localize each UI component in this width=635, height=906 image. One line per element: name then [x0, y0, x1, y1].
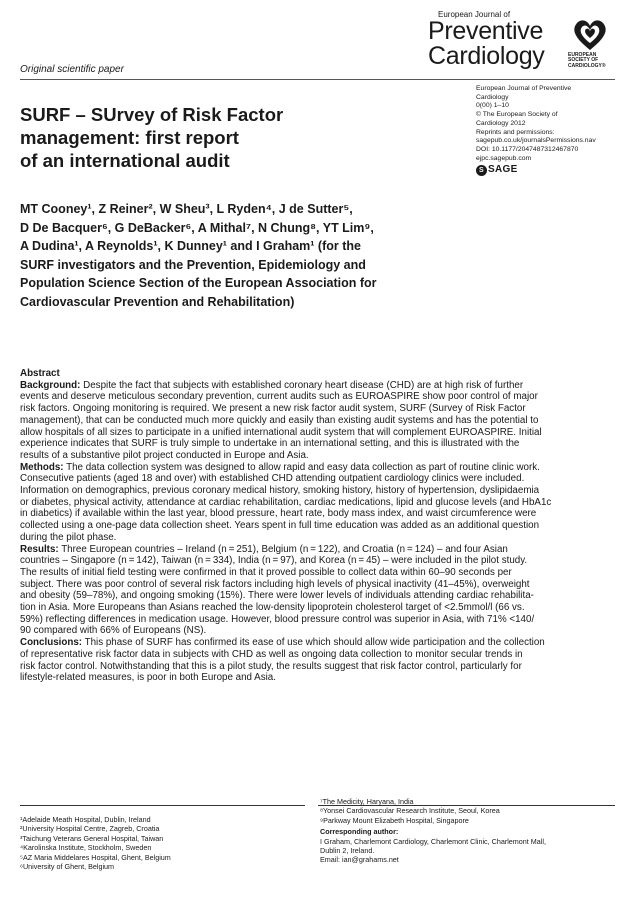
- abstract-text: results of a substantive pilot project conducted in Europe and Asia.: [20, 449, 309, 461]
- sage-logo: S SAGE: [476, 165, 621, 176]
- header-rule: [20, 79, 615, 80]
- affiliation: ⁷The Medicity, Haryana, India: [320, 797, 414, 806]
- journal-name-small: European Journal of: [438, 10, 511, 19]
- esc-logo: [568, 18, 614, 69]
- abstract-text: risk factors. Ongoing monitoring is required. We present a new risk factor audit system, SURF (Survey of Risk Factor: [20, 403, 526, 415]
- abstract-line: [20, 532, 615, 544]
- abstract-line: [20, 602, 615, 614]
- affiliations-left: [20, 815, 310, 871]
- abstract-line: [20, 649, 615, 661]
- meta-line: Reprints and permissions:: [476, 128, 555, 136]
- abstract-text: This phase of SURF has confirmed its ease of use which should allow wide participation and the collection: [82, 637, 545, 649]
- abstract-line: [20, 520, 615, 532]
- author-list: MT Cooney¹, Z Reiner², W Sheu³, L Ryden⁴, J de Sutter⁵, D De Bacquer⁶, G DeBacker⁶, A Mithal⁷, N Chung⁸, YT Lim⁹, A Dudina¹, A Reynolds¹, K Dunney¹ and I Graham¹ (for the SURF investigators and the Prevention, Epidemiology and Population Science Section of the European Association for Cardiovascular Prevention and Rehabilitation): [20, 202, 377, 309]
- abstract-line: [20, 637, 615, 649]
- abstract-text: of representative risk factor data in subjects with CHD as well as ongoing data collection to monitor secular trends in: [20, 648, 523, 660]
- abstract: [20, 368, 615, 684]
- abstract-text: and obesity (59–78%), and ongoing smoking (15%). There were lower levels of individuals attending cardiac rehabilita-: [20, 590, 534, 602]
- abstract-line: [20, 579, 615, 591]
- abstract-line: [20, 672, 615, 684]
- heart-icon: [571, 18, 609, 52]
- abstract-line: [20, 555, 615, 567]
- abstract-text: lifestyle-related measures, is poor in both Europe and Asia.: [20, 672, 276, 684]
- abstract-body: [20, 380, 615, 684]
- journal-name-line2: Cardiology: [428, 42, 545, 70]
- journal-masthead: [420, 10, 620, 82]
- article-type: Original scientific paper: [20, 64, 124, 75]
- corresponding-author-label: Corresponding author:: [320, 827, 399, 837]
- abstract-section-label: Background:: [20, 379, 81, 391]
- corresponding-author-address: Dublin 2, Ireland.: [320, 846, 375, 856]
- abstract-section-label: Results:: [20, 543, 59, 555]
- meta-doi[interactable]: DOI: 10.1177/2047487312467870: [476, 145, 579, 153]
- meta-line: © The European Society of: [476, 111, 558, 119]
- abstract-section-label: Conclusions:: [20, 637, 83, 649]
- affiliation: ⁶University of Ghent, Belgium: [20, 862, 115, 872]
- affiliation: ³Taichung Veterans General Hospital, Taiwan: [20, 833, 164, 843]
- abstract-line: [20, 485, 615, 497]
- affiliation: ⁹Parkway Mount Elizabeth Hospital, Singapore: [320, 815, 469, 825]
- abstract-line: [20, 403, 615, 415]
- abstract-line: [20, 473, 615, 485]
- abstract-text: Information on demographics, previous coronary medical history, smoking history, history of hypertension, dyslipidaemia: [20, 485, 540, 497]
- abstract-text: management), that can be conducted much more quickly and easily than existing audit systems and has the potential to: [20, 414, 539, 426]
- abstract-line: [20, 497, 615, 509]
- meta-line: Cardiology: [476, 93, 509, 101]
- abstract-line: [20, 508, 615, 520]
- abstract-text: subject. There was poor control of several risk factors including high levels of physical inactivity (41–45%), overweight: [20, 578, 530, 590]
- abstract-line: [20, 391, 615, 403]
- meta-line: Cardiology 2012: [476, 119, 526, 127]
- affiliation: ⁸Yonsei Cardiovascular Research Institute, Seoul, Korea: [320, 806, 500, 816]
- abstract-text: events and deserve meticulous secondary prevention, current audits such as EUROASPIRE show poor control of major: [20, 391, 538, 403]
- abstract-line: [20, 661, 615, 673]
- abstract-line: [20, 427, 615, 439]
- abstract-text: in diabetics) if available within the last year, blood pressure, heart rate, body mass index, and waist circumference were: [20, 508, 537, 520]
- sage-icon: S: [476, 165, 487, 176]
- abstract-text: countries – Singapore (n = 142), Taiwan (n = 334), India (n = 97), and Korea (n = 45) – were included in the pilot study.: [20, 555, 528, 567]
- abstract-line: [20, 415, 615, 427]
- abstract-text: experience indicates that SURF is truly simple to undertake in an international setting, and this is illustrated with the: [20, 438, 520, 450]
- abstract-line: [20, 590, 615, 602]
- affiliation: ⁵AZ Maria Middelares Hospital, Ghent, Belgium: [20, 852, 171, 862]
- meta-line: 0(00) 1–10: [476, 102, 509, 110]
- abstract-text: 59%) reflecting differences in medication usage. However, blood pressure control was superior in Asia, with 71% <140/: [20, 613, 535, 625]
- affiliation: ²University Hospital Centre, Zagreb, Croatia: [20, 824, 160, 834]
- abstract-line: [20, 544, 615, 556]
- corresponding-author-address: I Graham, Charlemont Cardiology, Charlemont Clinic, Charlemont Mall,: [320, 836, 546, 846]
- meta-permissions-link[interactable]: sagepub.co.uk/journalsPermissions.nav: [476, 137, 596, 145]
- corresponding-author-email[interactable]: Email: ian@grahams.net: [320, 855, 399, 865]
- meta-line: European Journal of Preventive: [476, 85, 572, 92]
- abstract-text: allow hospitals of all sizes to participate in a unified international audit system that will complement EUROASPIRE. Initial: [20, 426, 542, 438]
- affiliation: ¹Adelaide Meath Hospital, Dublin, Ireland: [20, 815, 151, 824]
- abstract-text: risk factor control. Notwithstanding that this is a pilot study, the results suggest that risk factor control, particularly for: [20, 660, 522, 672]
- affiliations-right: [320, 797, 620, 865]
- abstract-text: or diabetes, physical activity, attendance at cardiac rehabilitation, cardiac medications, lipid and glucose levels (and HbA1c: [20, 496, 552, 508]
- abstract-text: The data collection system was designed to allow rapid and easy data collection as part of routine clinic work.: [63, 461, 540, 473]
- abstract-heading: Abstract: [20, 368, 60, 379]
- article-title: SURF – SUrvey of Risk Factor management: first report of an international audit: [20, 104, 284, 171]
- society-name: EUROPEAN SOCIETY OF CARDIOLOGY®: [568, 52, 606, 69]
- abstract-line: [20, 380, 615, 392]
- abstract-line: [20, 450, 615, 462]
- abstract-text: 90 compared with 66% of Europeans (NS).: [20, 625, 207, 637]
- abstract-line: [20, 462, 615, 474]
- abstract-text: during the pilot phase.: [20, 531, 117, 543]
- abstract-line: [20, 567, 615, 579]
- abstract-text: Despite the fact that subjects with established coronary heart disease (CHD) are at high risk of further: [80, 379, 524, 391]
- abstract-text: Three European countries – Ireland (n = 251), Belgium (n = 122), and Croatia (n = 124) – and four Asian: [58, 543, 508, 555]
- abstract-text: Consecutive patients (aged 18 and over) with established CHD attending outpatient cardiology clinics were included.: [20, 473, 525, 485]
- affiliation: ⁴Karolinska Institute, Stockholm, Sweden: [20, 843, 152, 853]
- abstract-line: [20, 438, 615, 450]
- meta-journal-url[interactable]: ejpc.sagepub.com: [476, 154, 532, 162]
- article-meta: [476, 85, 621, 176]
- abstract-line: [20, 625, 615, 637]
- abstract-text: tion in Asia. More Europeans than Asians reached the low-density lipoprotein cholesterol target of <2.5mmol/l (66 vs.: [20, 602, 525, 614]
- footnote-rule: [20, 805, 305, 806]
- journal-name-line1: Preventive: [428, 17, 544, 45]
- abstract-section-label: Methods:: [20, 461, 64, 473]
- abstract-line: [20, 614, 615, 626]
- abstract-text: The results of initial field testing were confirmed in that it proved possible to collect data within 60–90 seconds per: [20, 566, 512, 578]
- abstract-text: collected using a one-page data collection sheet. Years spent in full time education was added as an additional question: [20, 520, 540, 532]
